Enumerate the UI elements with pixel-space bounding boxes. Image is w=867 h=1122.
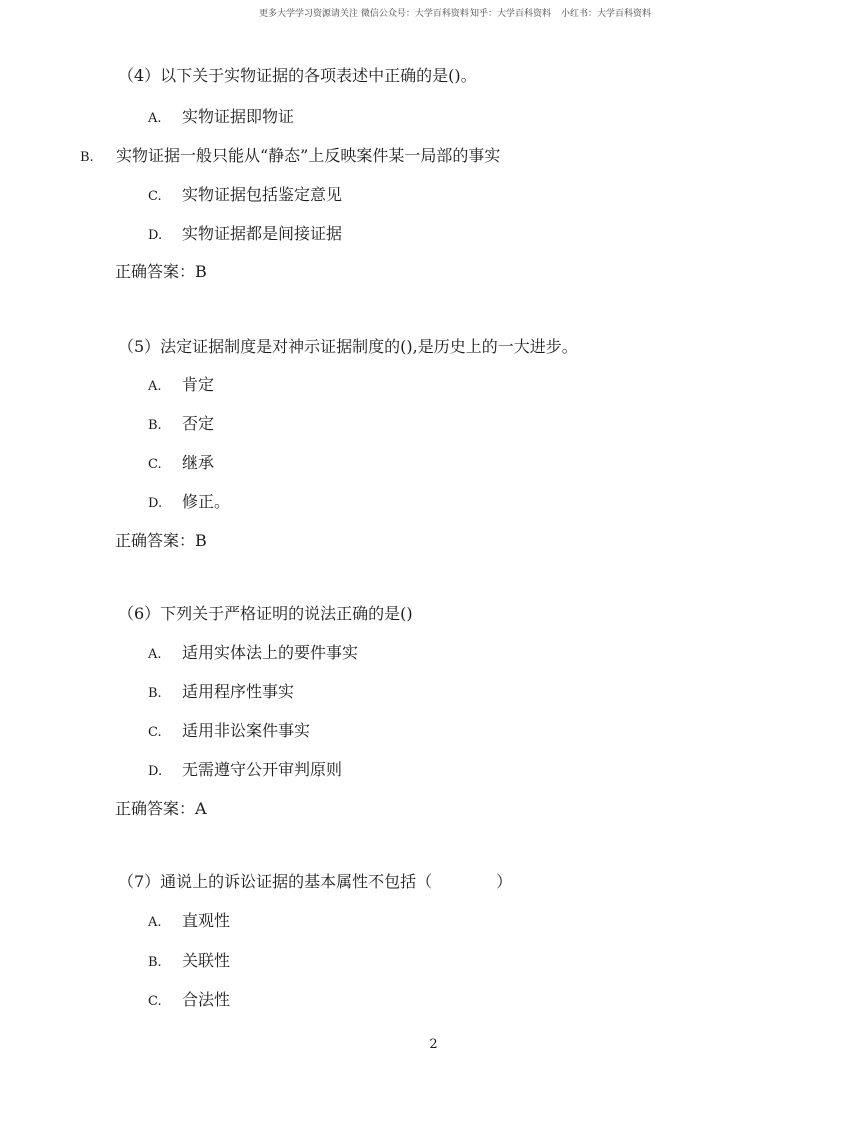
question-7-option-c [148, 990, 230, 1012]
question-7-option-b [148, 951, 230, 973]
option-letter: A. [148, 647, 162, 662]
question-7-option-a [148, 911, 230, 933]
header-zhihu: 知乎：大学百科资料 [470, 9, 552, 19]
option-letter: D. [148, 228, 163, 243]
question-4-option-d [148, 224, 342, 246]
option-text: 实物证据都是间接证据 [182, 224, 343, 243]
header-xiaohongshu: 小红书：大学百科资料 [561, 9, 652, 19]
question-6-stem: （6）下列关于严格证明的说法正确的是() [118, 604, 413, 623]
option-text: 实物证据即物证 [182, 107, 295, 126]
option-text: 修正。 [182, 492, 231, 511]
question-5-stem: （5）法定证据制度是对神示证据制度的(),是历史上的一大进步。 [118, 337, 578, 356]
option-text: 直观性 [182, 911, 231, 930]
header-wechat: 更多大学学习资源请关注 微信公众号：大学百科资料 [259, 9, 469, 19]
question-4-option-b [80, 146, 500, 168]
option-text: 继承 [182, 453, 215, 472]
option-text: 适用程序性事实 [182, 682, 295, 701]
question-4-option-c [148, 185, 342, 207]
question-6-answer: 正确答案：A [115, 799, 207, 818]
question-6-option-b [148, 682, 294, 704]
option-text: 合法性 [182, 990, 231, 1009]
option-letter: C. [148, 725, 162, 740]
option-letter: D. [148, 764, 163, 779]
option-text: 无需遵守公开审判原则 [182, 760, 343, 779]
option-letter: B. [148, 686, 162, 701]
question-5-option-b [148, 414, 214, 436]
option-letter: B. [148, 418, 162, 433]
option-text: 适用实体法上的要件事实 [182, 643, 359, 662]
option-letter: A. [148, 915, 162, 930]
question-5-option-d [148, 492, 230, 514]
option-letter: B. [80, 150, 94, 165]
option-letter: C. [148, 189, 162, 204]
option-letter: D. [148, 496, 163, 511]
question-4-option-a [148, 107, 294, 129]
page-number: 2 [429, 1037, 438, 1052]
question-4-answer: 正确答案：B [115, 262, 207, 281]
option-letter: C. [148, 994, 162, 1009]
option-letter: C. [148, 457, 162, 472]
option-text: 实物证据一般只能从“静态”上反映案件某一局部的事实 [116, 146, 501, 165]
question-5-answer: 正确答案：B [115, 531, 207, 550]
question-6-option-a [148, 643, 358, 665]
option-letter: B. [148, 955, 162, 970]
question-5-option-a [148, 375, 214, 397]
question-4-stem: （4）以下关于实物证据的各项表述中正确的是()。 [118, 66, 477, 85]
option-letter: A. [148, 111, 162, 126]
option-text: 否定 [182, 414, 215, 433]
option-text: 实物证据包括鉴定意见 [182, 185, 343, 204]
question-7-stem: （7）通说上的诉讼证据的基本属性不包括（ ） [118, 872, 513, 891]
question-6-option-d [148, 760, 342, 782]
option-text: 关联性 [182, 951, 231, 970]
option-text: 肯定 [182, 375, 215, 394]
question-5-option-c [148, 453, 214, 475]
question-6-option-c [148, 721, 310, 743]
option-letter: A. [148, 379, 162, 394]
option-text: 适用非讼案件事实 [182, 721, 311, 740]
